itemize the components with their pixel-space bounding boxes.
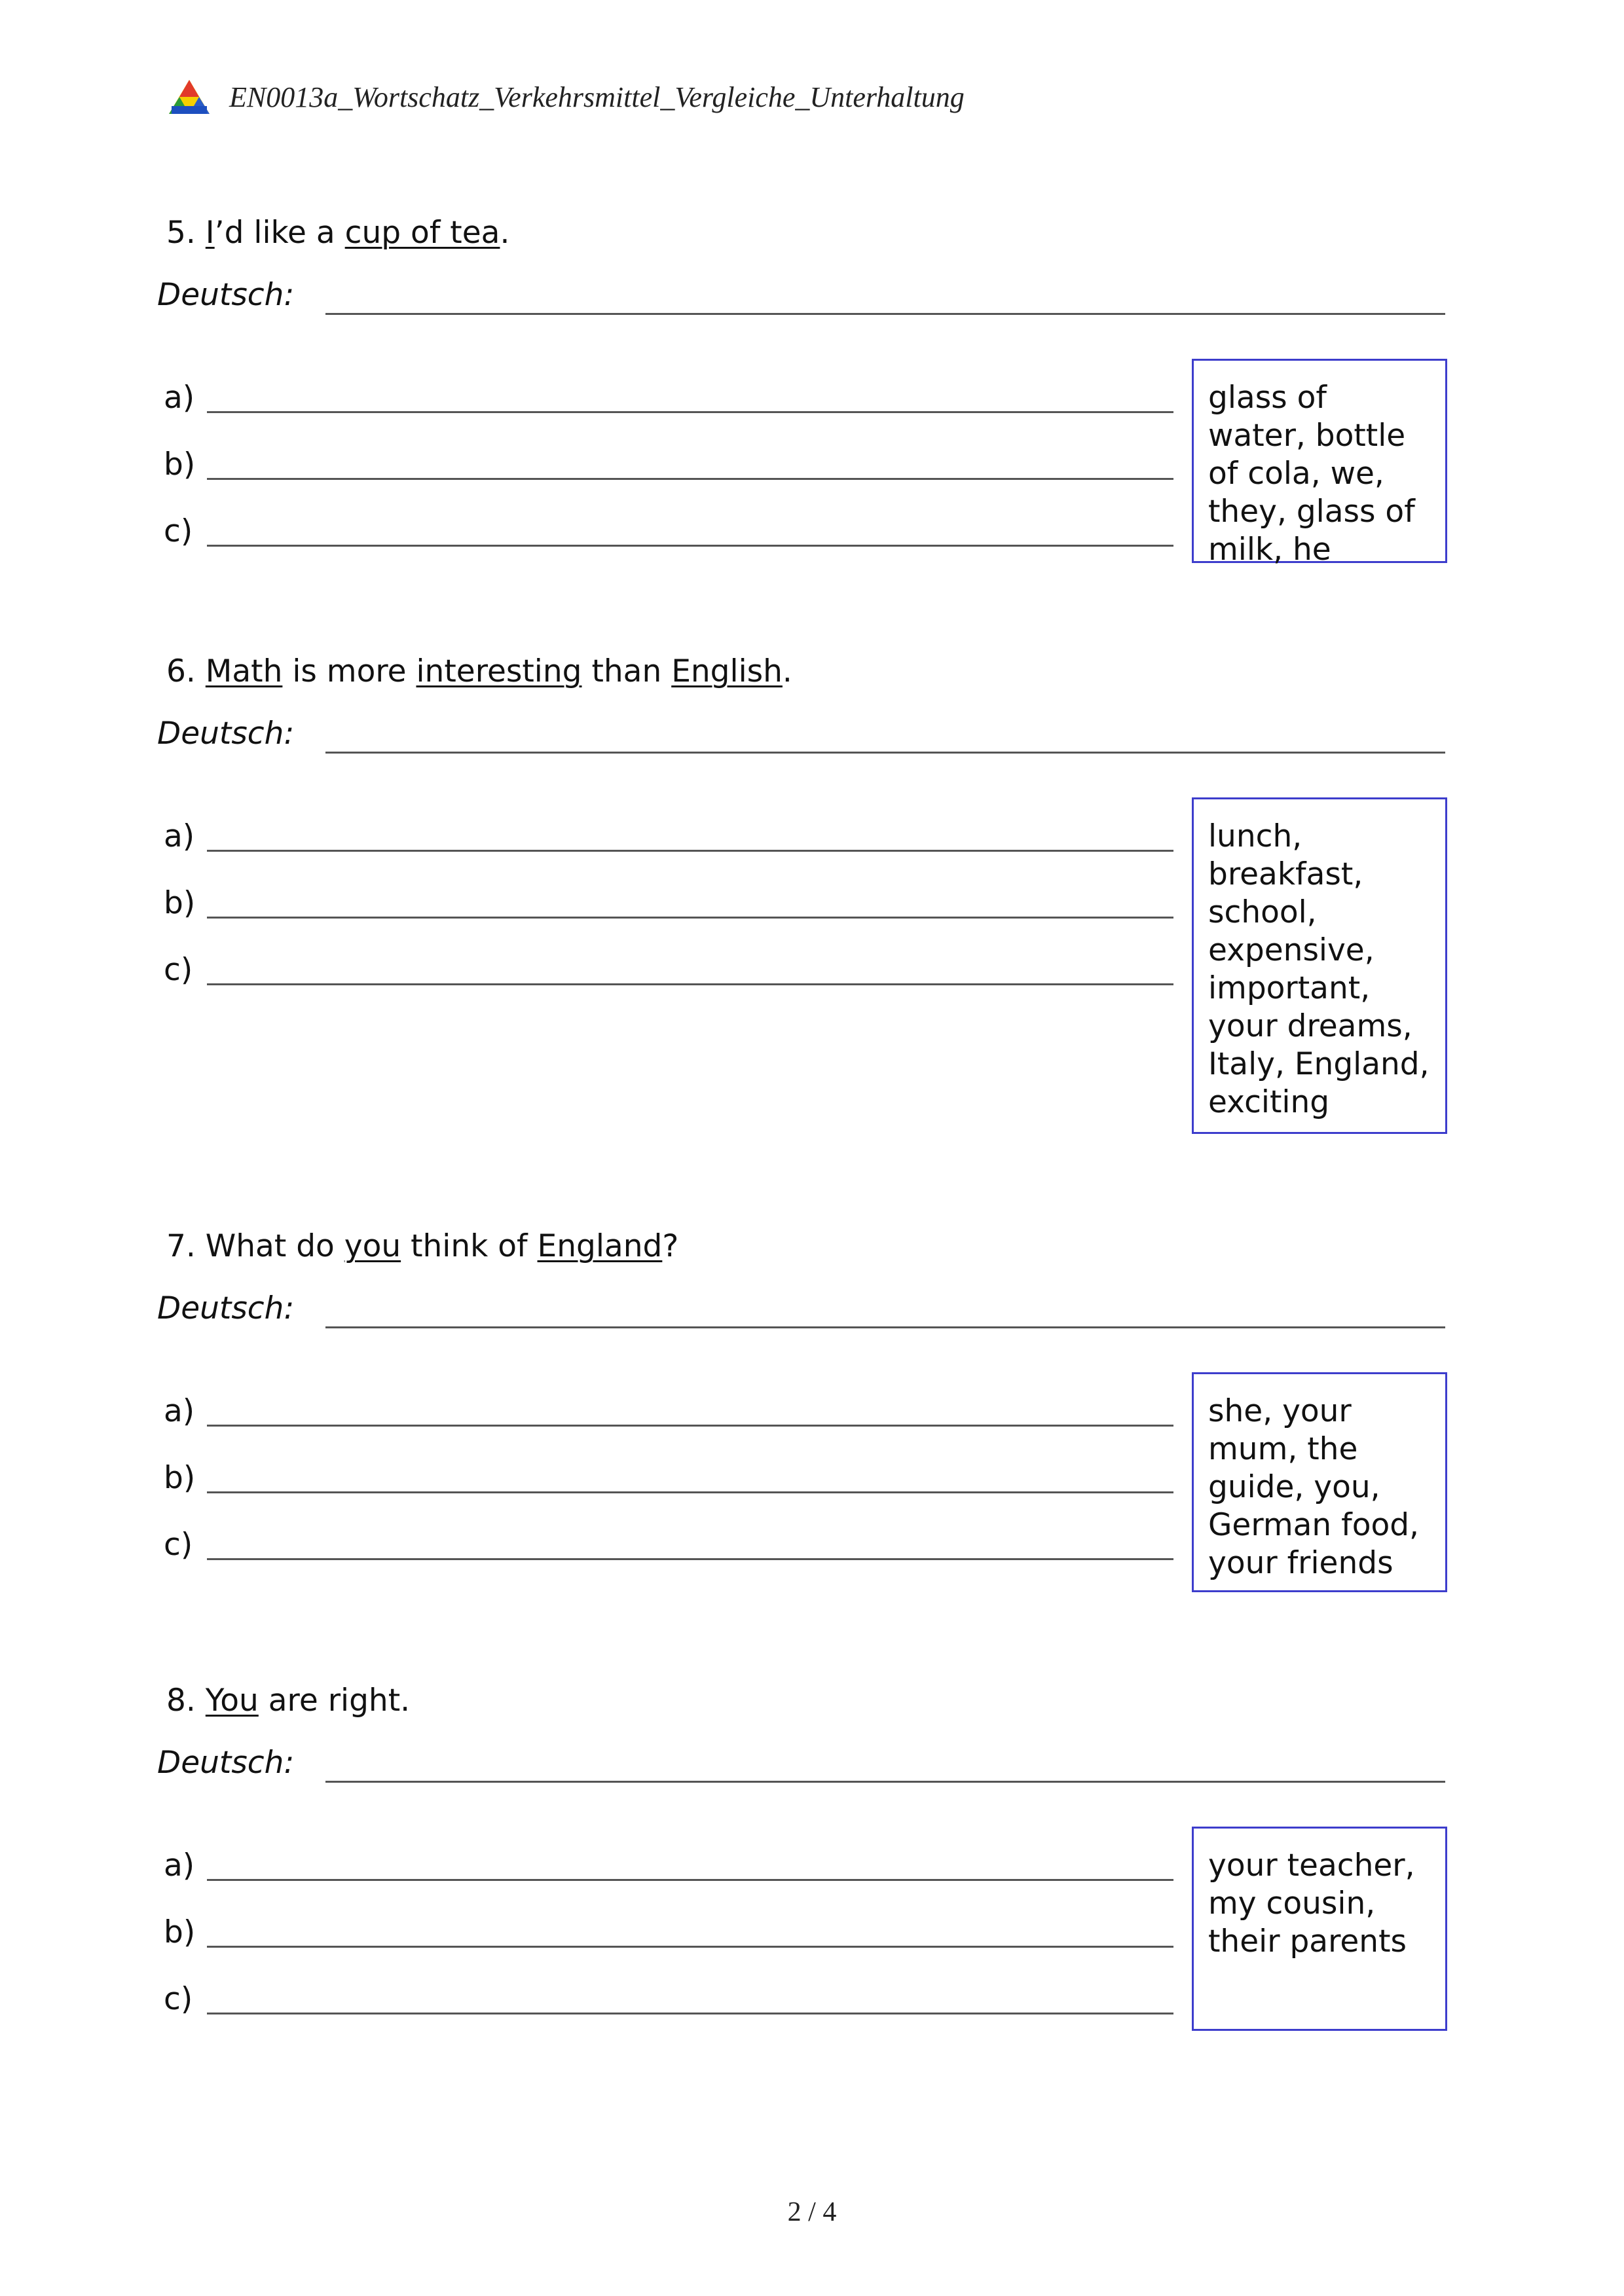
answer-line[interactable] — [207, 1425, 1173, 1427]
answer-line[interactable] — [207, 1879, 1173, 1881]
word-hint-box: glass of water, bottle of cola, we, they, glass of milk, he — [1192, 359, 1447, 563]
deutsch-answer-line[interactable] — [325, 1326, 1445, 1328]
word-hint-box: lunch, breakfast, school, expensive, important, your dreams, Italy, England, exciting — [1192, 797, 1447, 1134]
question-sentence: 8. You are right. — [166, 1683, 411, 1719]
document-title: EN0013a_Wortschatz_Verkehrsmittel_Vergleiche_Unterhaltung — [229, 81, 965, 113]
page-number: 2 / 4 — [787, 2197, 837, 2227]
answer-row-a: a) — [0, 380, 1179, 419]
answer-row-a: a) — [0, 1393, 1179, 1432]
answer-row-a: a) — [0, 1848, 1179, 1887]
question-sentence: 7. What do you think of England? — [166, 1228, 679, 1264]
answer-row-c: c) — [0, 1981, 1179, 2020]
answer-line[interactable] — [207, 983, 1173, 985]
answer-row-b: b) — [0, 1914, 1179, 1954]
answer-line[interactable] — [207, 1491, 1173, 1493]
answer-line[interactable] — [207, 545, 1173, 547]
word-hint-box: she, your mum, the guide, you, German food, your friends — [1192, 1372, 1447, 1592]
answer-row-b: b) — [0, 1460, 1179, 1499]
answer-line[interactable] — [207, 1558, 1173, 1560]
page-header — [168, 71, 965, 123]
question-sentence: 6. Math is more interesting than English. — [166, 653, 792, 689]
answer-line[interactable] — [207, 411, 1173, 413]
deutsch-label: Deutsch: — [157, 277, 295, 313]
word-hint-box: your teacher, my cousin, their parents — [1192, 1827, 1447, 2031]
deutsch-answer-line[interactable] — [325, 313, 1445, 315]
deutsch-answer-line[interactable] — [325, 752, 1445, 754]
deutsch-label: Deutsch: — [157, 716, 295, 752]
deutsch-label: Deutsch: — [157, 1290, 295, 1326]
answer-line[interactable] — [207, 850, 1173, 852]
answer-row-b: b) — [0, 446, 1179, 486]
answer-row-c: c) — [0, 952, 1179, 991]
colorful-triangle-logo-icon — [168, 79, 211, 115]
answer-row-c: c) — [0, 513, 1179, 553]
answer-row-a: a) — [0, 818, 1179, 858]
answer-line[interactable] — [207, 917, 1173, 919]
answer-line[interactable] — [207, 478, 1173, 480]
answer-line[interactable] — [207, 2013, 1173, 2014]
answer-line[interactable] — [207, 1946, 1173, 1948]
question-sentence: 5. I’d like a cup of tea. — [166, 215, 510, 251]
answer-row-b: b) — [0, 885, 1179, 924]
answer-row-c: c) — [0, 1527, 1179, 1566]
deutsch-label: Deutsch: — [157, 1745, 295, 1781]
deutsch-answer-line[interactable] — [325, 1781, 1445, 1783]
